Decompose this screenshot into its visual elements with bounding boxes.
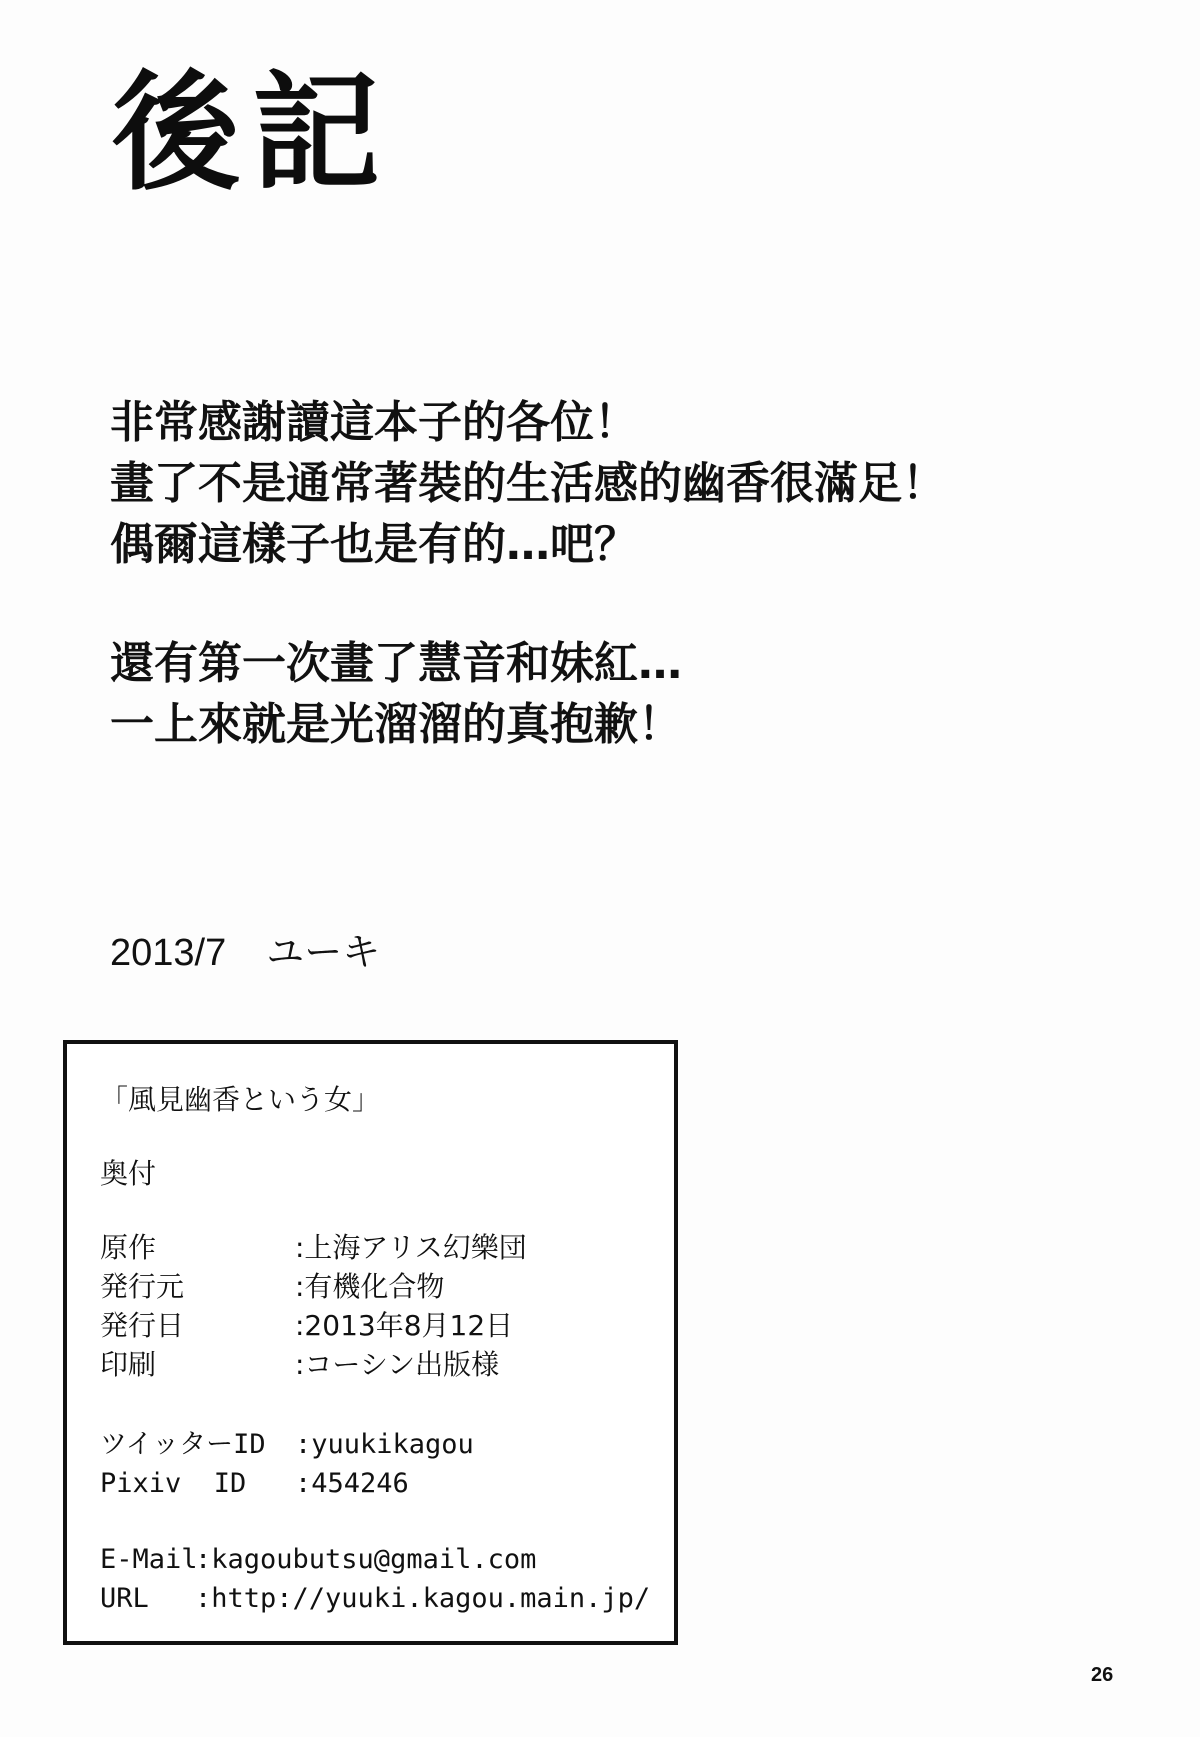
info-row-twitter	[100, 1425, 660, 1464]
email-link[interactable]: :kagoubutsu@gmail.com	[195, 1544, 537, 1575]
signature-date: 2013/7	[110, 932, 227, 974]
page-title: 後記	[112, 59, 393, 208]
message-line: 一上來就是光溜溜的真抱歉！	[110, 699, 682, 750]
colophon-heading: 奥付	[100, 1157, 157, 1190]
afterword-message	[110, 392, 946, 755]
message-line: 非常感謝讀這本子的各位！	[110, 397, 638, 448]
info-label: 印刷	[100, 1348, 157, 1381]
message-line: 畫了不是通常著裝的生活感的幽香很滿足！	[110, 458, 946, 509]
info-label: ツイッターID	[100, 1429, 266, 1460]
info-value: :上海アリス幻樂団	[295, 1231, 527, 1264]
info-row-pixiv	[100, 1464, 660, 1503]
page-number: 26	[1091, 1664, 1114, 1686]
signature-author: ユーキ	[266, 932, 381, 974]
info-label: 発行元	[100, 1270, 185, 1303]
info-row-publish-date	[100, 1306, 660, 1345]
info-value: :454246	[295, 1468, 409, 1499]
colophon-box	[63, 1040, 678, 1645]
info-row-printer	[100, 1345, 660, 1384]
signature	[110, 928, 380, 978]
info-value: :有機化合物	[295, 1270, 445, 1303]
paragraph-spacer	[110, 575, 946, 633]
info-label: E-Mail	[100, 1544, 198, 1575]
info-label: Pixiv ID	[100, 1468, 247, 1499]
info-label: 発行日	[100, 1309, 185, 1342]
info-row-email	[100, 1540, 660, 1579]
publication-info	[100, 1228, 660, 1384]
info-row-publisher	[100, 1267, 660, 1306]
message-line: 偶爾這樣子也是有的…吧？	[110, 519, 638, 570]
social-info	[100, 1425, 660, 1503]
info-value: :コーシン出版様	[295, 1348, 500, 1381]
info-value: :2013年8月12日	[295, 1309, 514, 1342]
info-label: 原作	[100, 1231, 157, 1264]
info-label: URL	[100, 1583, 149, 1614]
info-row-url	[100, 1579, 660, 1618]
website-link[interactable]: :http://yuuki.kagou.main.jp/	[195, 1583, 651, 1614]
info-row-original-work	[100, 1228, 660, 1267]
info-value: :yuukikagou	[295, 1429, 474, 1460]
message-line: 還有第一次畫了慧音和妹紅…	[110, 638, 682, 689]
book-title: 「風見幽香という女」	[100, 1083, 381, 1116]
contact-info	[100, 1540, 660, 1618]
